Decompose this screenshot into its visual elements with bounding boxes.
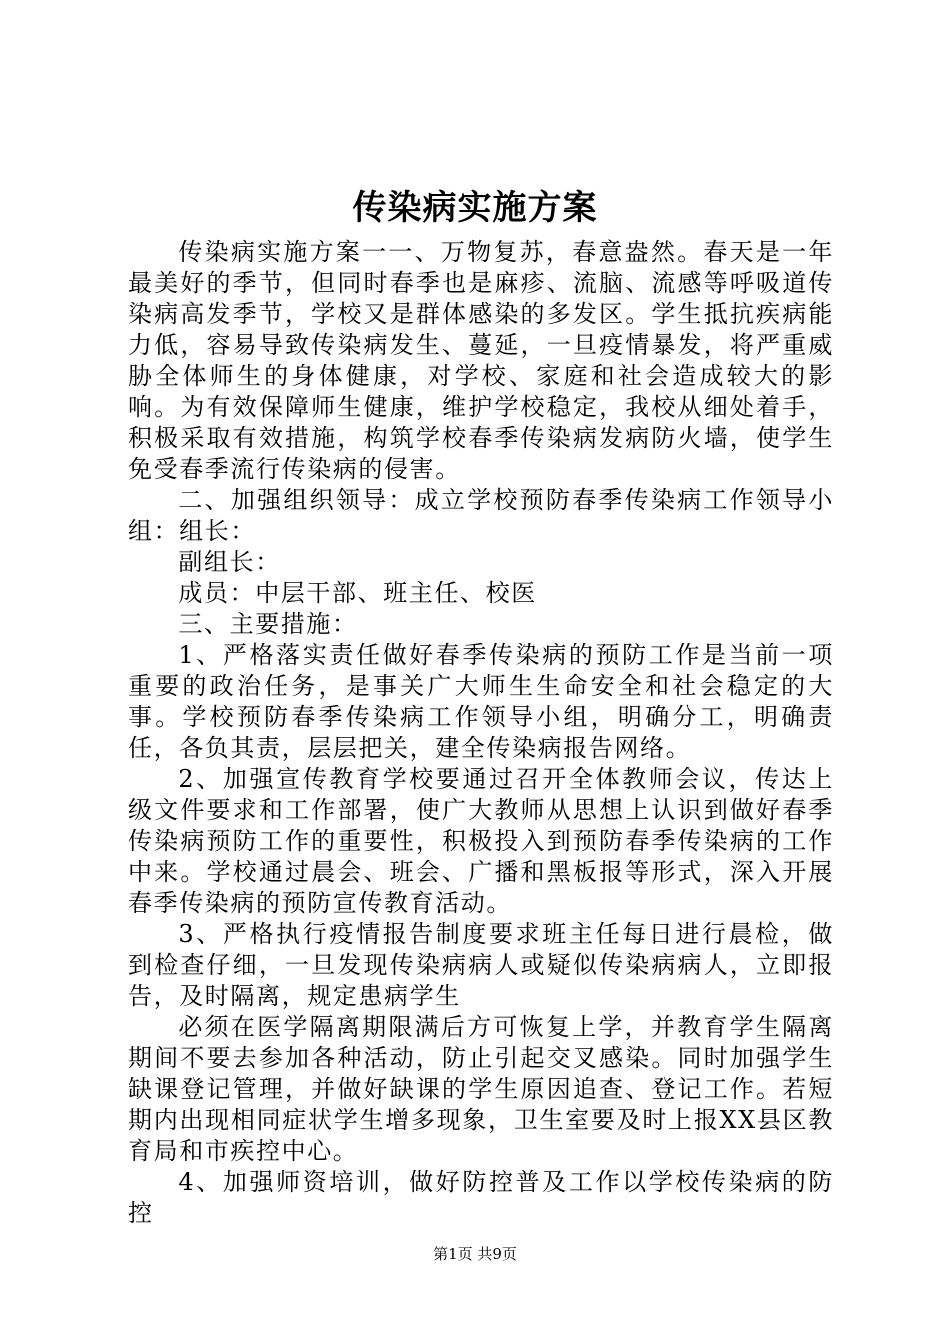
paragraph-measure-3: 3、严格执行疫情报告制度要求班主任每日进行晨检，做到检查仔细，一旦发现传染病病人或疑似传染病病人，立即报告，及时隔离，规定患病学生	[128, 920, 834, 1010]
paragraph-members: 成员：中层干部、班主任、校医	[178, 579, 537, 607]
page-number-footer: 第1页 共9页	[433, 1245, 517, 1263]
document-body	[128, 237, 834, 1229]
paragraph-isolation: 必须在医学隔离期限满后方可恢复上学，并教育学生隔离期间不要去参加各种活动，防止引起交叉感染。同时加强学生缺课登记管理，并做好缺课的学生原因追查、登记工作。若短期内出现相同症状学生增多现象，卫生室要及时上报XX县区教育局和市疾控中心。	[128, 1013, 834, 1165]
paragraph-intro: 传染病实施方案一一、万物复苏，春意盎然。春天是一年最美好的季节，但同时春季也是麻疹、流脑、流感等呼吸道传染病高发季节，学校又是群体感染的多发区。学生抵抗疾病能力低，容易导致传染病发生、蔓延，一旦疫情暴发，将严重威胁全体师生的身体健康，对学校、家庭和社会造成较大的影响。为有效保障师生健康，维护学校稳定，我校从细处着手，积极采取有效措施，构筑学校春季传染病发病防火墙，使学生免受春季流行传染病的侵害。	[128, 238, 834, 483]
paragraph-measure-2: 2、加强宣传教育学校要通过召开全体教师会议，传达上级文件要求和工作部署，使广大教师从思想上认识到做好春季传染病预防工作的重要性，积极投入到预防春季传染病的工作中来。学校通过晨会、班会、广播和黑板报等形式，深入开展春季传染病的预防宣传教育活动。	[128, 765, 834, 917]
paragraph-measures-heading: 三、主要措施：	[178, 610, 358, 638]
paragraph-measure-4: 4、加强师资培训，做好防控普及工作以学校传染病的防控	[128, 1168, 834, 1227]
document-title: 传染病实施方案	[352, 188, 598, 228]
paragraph-deputy-leader: 副组长：	[178, 548, 281, 576]
paragraph-organization: 二、加强组织领导：成立学校预防春季传染病工作领导小组：组长：	[128, 486, 834, 545]
paragraph-measure-1: 1、严格落实责任做好春季传染病的预防工作是当前一项重要的政治任务，是事关广大师生生命安全和社会稳定的大事。学校预防春季传染病工作领导小组，明确分工，明确责任，各负其责，层层把关，建全传染病报告网络。	[128, 641, 834, 762]
